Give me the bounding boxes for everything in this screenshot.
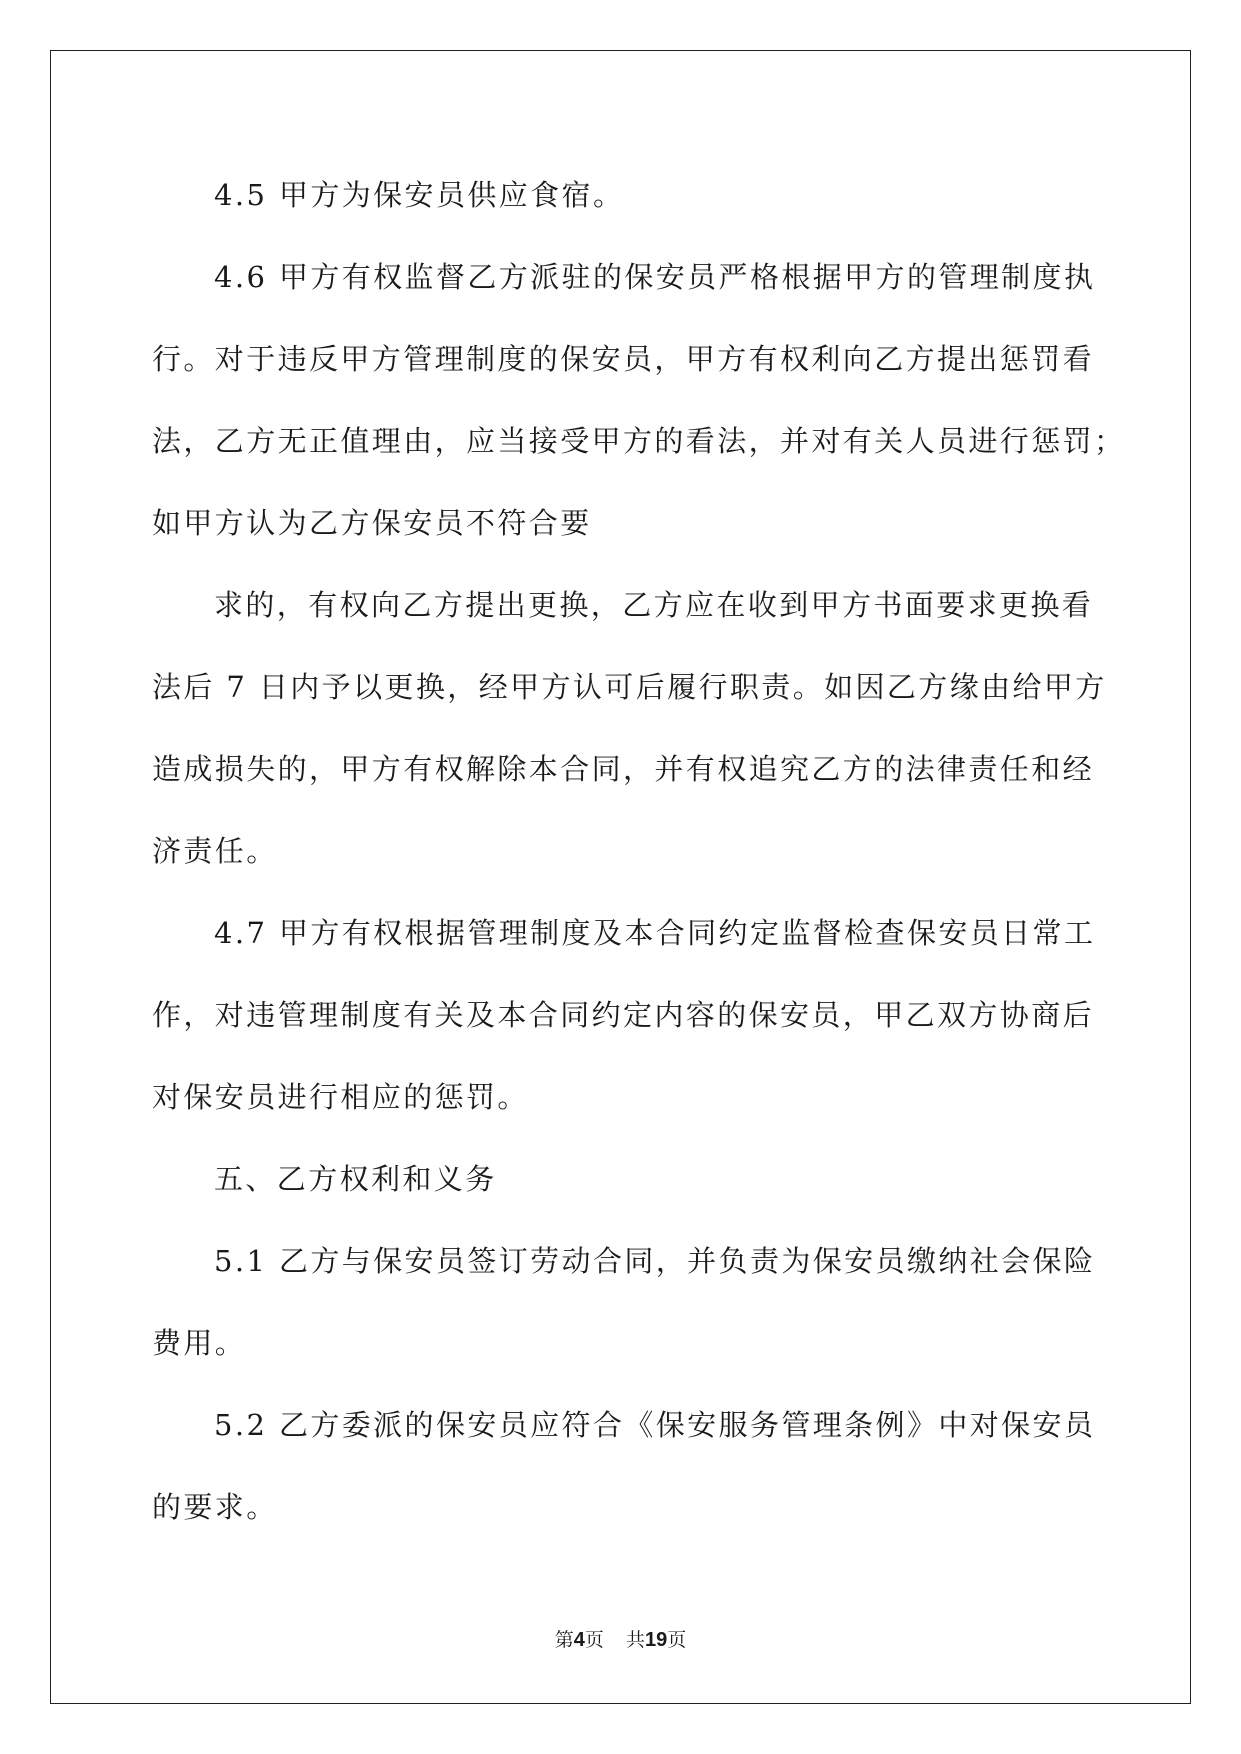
text-line: 5.1 乙方与保安员签订劳动合同，并负责为保安员缴纳社会保险 <box>214 1244 1096 1278</box>
text-line: 费用。 <box>152 1326 247 1360</box>
text-line: 对保安员进行相应的惩罚。 <box>152 1080 529 1114</box>
text-line: 4.5 甲方为保安员供应食宿。 <box>214 178 625 212</box>
text-line: 4.6 甲方有权监督乙方派驻的保安员严格根据甲方的管理制度执 <box>214 260 1096 294</box>
text-line: 如甲方认为乙方保安员不符合要 <box>152 506 592 540</box>
page-footer <box>0 1625 1241 1652</box>
text-line: 造成损失的，甲方有权解除本合同，并有权追究乙方的法律责任和经 <box>152 752 1095 786</box>
document-body <box>152 154 1126 1548</box>
text-line: 济责任。 <box>152 834 278 868</box>
text-line: 法，乙方无正值理由，应当接受甲方的看法，并对有关人员进行惩罚； <box>152 424 1126 458</box>
text-line: 法后 7 日内予以更换，经甲方认可后履行职责。如因乙方缘由给甲方 <box>152 670 1107 704</box>
text-line: 作，对违管理制度有关及本合同约定内容的保安员，甲乙双方协商后 <box>152 998 1095 1032</box>
text-line: 行。对于违反甲方管理制度的保安员，甲方有权利向乙方提出惩罚看 <box>152 342 1095 376</box>
text-line: 4.7 甲方有权根据管理制度及本合同约定监督检查保安员日常工 <box>214 916 1096 950</box>
page-prefix: 第 <box>554 1629 574 1651</box>
page-number: 4 <box>573 1629 585 1651</box>
text-line: 的要求。 <box>152 1490 278 1524</box>
section-heading: 五、乙方权利和义务 <box>214 1162 497 1196</box>
total-suffix: 页 <box>667 1629 687 1651</box>
text-line: 5.2 乙方委派的保安员应符合《保安服务管理条例》中对保安员 <box>214 1408 1096 1442</box>
total-pages: 19 <box>644 1629 668 1651</box>
page-suffix: 页 <box>584 1629 604 1651</box>
text-line: 求的，有权向乙方提出更换，乙方应在收到甲方书面要求更换看 <box>214 588 1094 622</box>
total-prefix: 共 <box>625 1629 645 1651</box>
